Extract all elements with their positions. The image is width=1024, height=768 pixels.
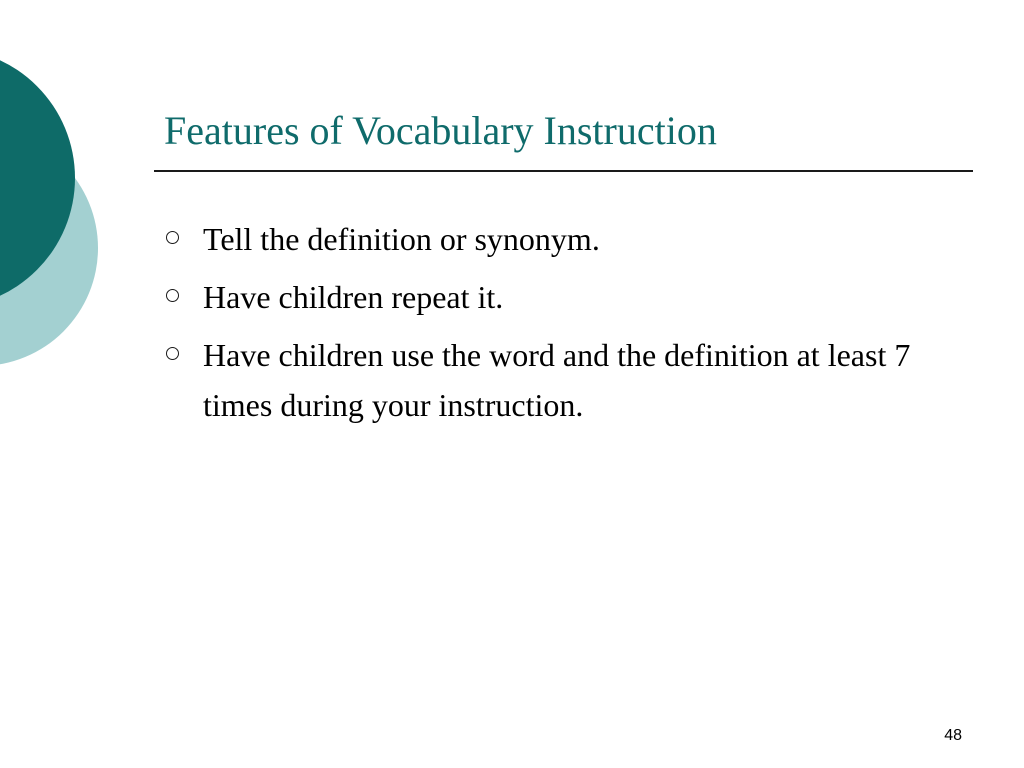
hollow-circle-bullet-icon	[166, 289, 179, 302]
bullet-item	[164, 330, 964, 430]
bullet-text: Tell the definition or synonym.	[203, 221, 600, 257]
slide-title: Features of Vocabulary Instruction	[164, 108, 717, 153]
hollow-circle-bullet-icon	[166, 347, 179, 360]
bullet-item	[164, 214, 964, 264]
title-underline	[154, 170, 973, 172]
bullet-item	[164, 272, 964, 322]
bullet-text: Have children repeat it.	[203, 279, 504, 315]
decorative-circles	[0, 0, 140, 420]
bullet-text: Have children use the word and the definition at least 7 times during your instruction.	[203, 337, 911, 423]
bullet-list	[164, 214, 964, 438]
page-number: 48	[944, 727, 962, 744]
hollow-circle-bullet-icon	[166, 231, 179, 244]
